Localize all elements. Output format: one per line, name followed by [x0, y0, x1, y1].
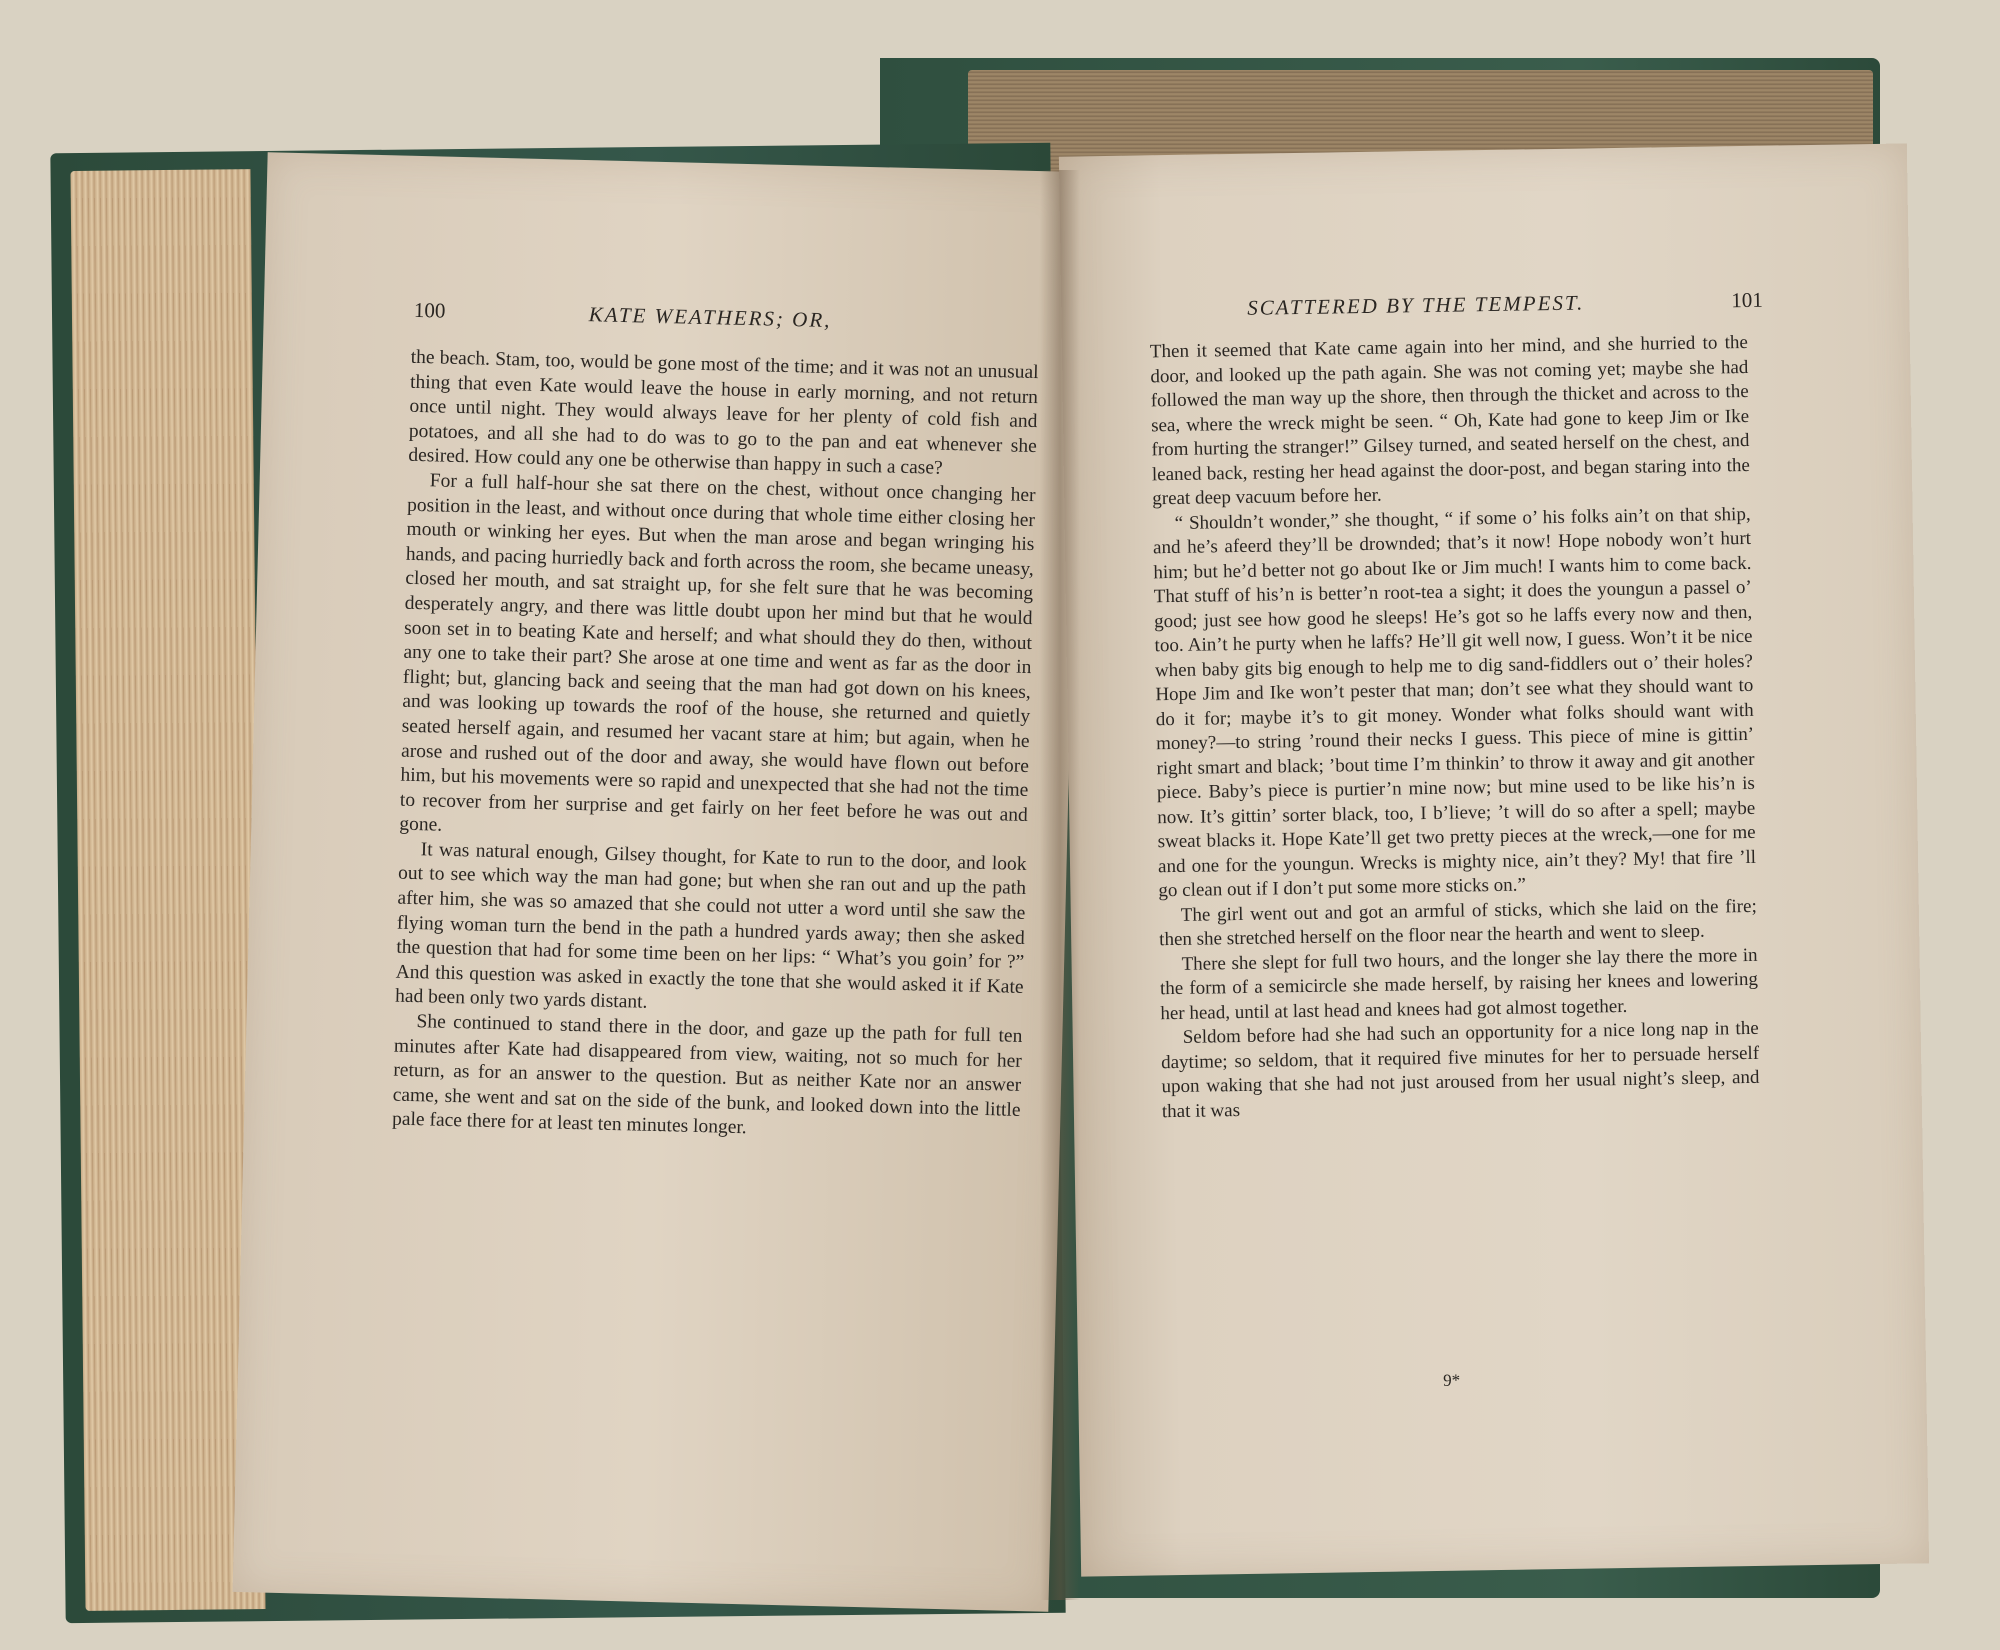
- left-running-head: [264, 294, 1080, 344]
- paragraph: There she slept for full two hours, and the longer she lay there the more in the form of a semicircle she made herself, by raising her knees and lowering her head, until at last head and knees had got almost together.: [1159, 944, 1759, 1024]
- right-page: [1059, 143, 1929, 1576]
- right-running-title: SCATTERED BY THE TEMPEST.: [1247, 290, 1585, 320]
- paragraph: the beach. Stam, too, would be gone most of the time; and it was not an unusual thing that even Kate would leave the house in early morning, and not return once until night. They would always leave for her plenty of cold fish and potatoes, and all she had to do was to go to the pan and eat whenever she desired. How could any one be otherwise than happy in such a case?: [408, 346, 1039, 480]
- paragraph: It was natural enough, Gilsey thought, for Kate to run to the door, and look out to see which way the man had gone; but when she ran out and up the path after him, she was so amazed that she could not utter a word until she saw the flying woman turn the bend in the path a hundred yards away; then she asked the question that had for some time been on her lips: “ What’s you goin’ for ?” And this question was asked in exactly the tone that she would asked it if Kate had been only two yards distant.: [394, 839, 1027, 1014]
- right-page-number: 101: [1731, 287, 1763, 313]
- right-page-text: [1150, 331, 1760, 1124]
- left-running-title: KATE WEATHERS; OR,: [588, 302, 832, 333]
- paragraph: She continued to stand there in the door, and gaze up the path for full ten minutes after Kate had disappeared from view, waiting, not so much for her return, as for an answer to the question. But as neither Kate nor an answer came, she went and sat on the side of the bunk, and looked down into the little pale face there for at least ten minutes longer.: [391, 1011, 1023, 1139]
- paragraph: The girl went out and got an armful of sticks, which she laid on the fire; then she stretched herself on the floor near the hearth and went to sleep.: [1159, 895, 1757, 951]
- paragraph: Then it seemed that Kate came again into her mind, and she hurried to the door, and looked up the path again. She was not coming yet; maybe she had followed the man way up the shore, then through the thicket and across to the sea, where the wreck might be seen. “ Oh, Kate had gone to keep Jim or Ike from hurting the stranger!” Gilsey turned, and seated herself on the chest, and leaned back, resting her head against the door-post, and began staring into the great deep vacuum before her.: [1149, 331, 1750, 510]
- paragraph: Seldom before had she had such an opportunity for a nice long nap in the daytime; so seldom, that it required five minutes for her to persuade herself upon waking that she had not just aroused from her usual night’s sleep, and that it was: [1160, 1017, 1760, 1122]
- signature-mark: 9*: [1443, 1370, 1461, 1390]
- right-running-head: [1061, 285, 1909, 328]
- page-edges-left: [70, 169, 265, 1611]
- gutter-shadow: [1040, 170, 1080, 1600]
- left-page: [233, 152, 1084, 1612]
- left-page-number: 100: [413, 297, 446, 323]
- paragraph: “ Shouldn’t wonder,” she thought, “ if some o’ his folks ain’t on that ship, and he’s afeerd they’ll be drownded; that’s it now! Hope nobody won’t hurt him; but he’d better not go about Ike or Jim much! I wants him to come back. That stuff of his’n is better’n root-tea a sight; it does the youngun a passel o’ good; just see how good he sleeps! He’s got so he laffs every now and then, too. Ain’t he purty when he laffs? He’ll git well now, I guess. Won’t it be nice when baby gits big enough to help me to dig sand-fiddlers out o’ their holes? Hope Jim and Ike won’t pester that man; don’t see what they should want to do it for; maybe it’s to git money. Wonder what folks should want with money?—to string ’round their necks I guess. This piece of mine is gittin’ right smart and black; ’bout time I’m thinkin’ to throw it away and git another piece. Baby’s piece is purtier’n mine now; but mine used to be like his’n is now. It’s gittin’ sorter black, too, I b’lieve; ’t will do so after a spell; maybe sweat blacks it. Hope Kate’ll get two pretty pieces at the wreck,—one for me and one for the youngun. Wrecks is mighty nice, ain’t they? My! that fire ’ll go clean out if I don’t put some more sticks on.”: [1152, 503, 1757, 902]
- paragraph: For a full half-hour she sat there on the chest, without once changing her position in the least, and without once during that whole time either closing her mouth or winking her eyes. But when the man arose and began wringing his hands, and pacing hurriedly back and forth across the room, she became uneasy, closed her mouth, and sat straight up, for she felt sure that he was becoming desperately angry, and there was little doubt upon her mind but that he would soon set in to beating Kate and herself; and what should they do then, without any one to take their part? She arose at one time and went as far as the door in flight; but, glancing back and seeing that the man had got down on his knees, and was looking up towards the roof of the house, she returned and quietly seated herself again, and resumed her vacant stare at him; but again, when he arose and rushed out of the door and away, she would have flown out before him, but his movements were so rapid and unexpected that she had not the time to recover from her surprise and get fairly on her feet before he was out and gone.: [399, 470, 1036, 836]
- left-page-text: [392, 346, 1039, 1148]
